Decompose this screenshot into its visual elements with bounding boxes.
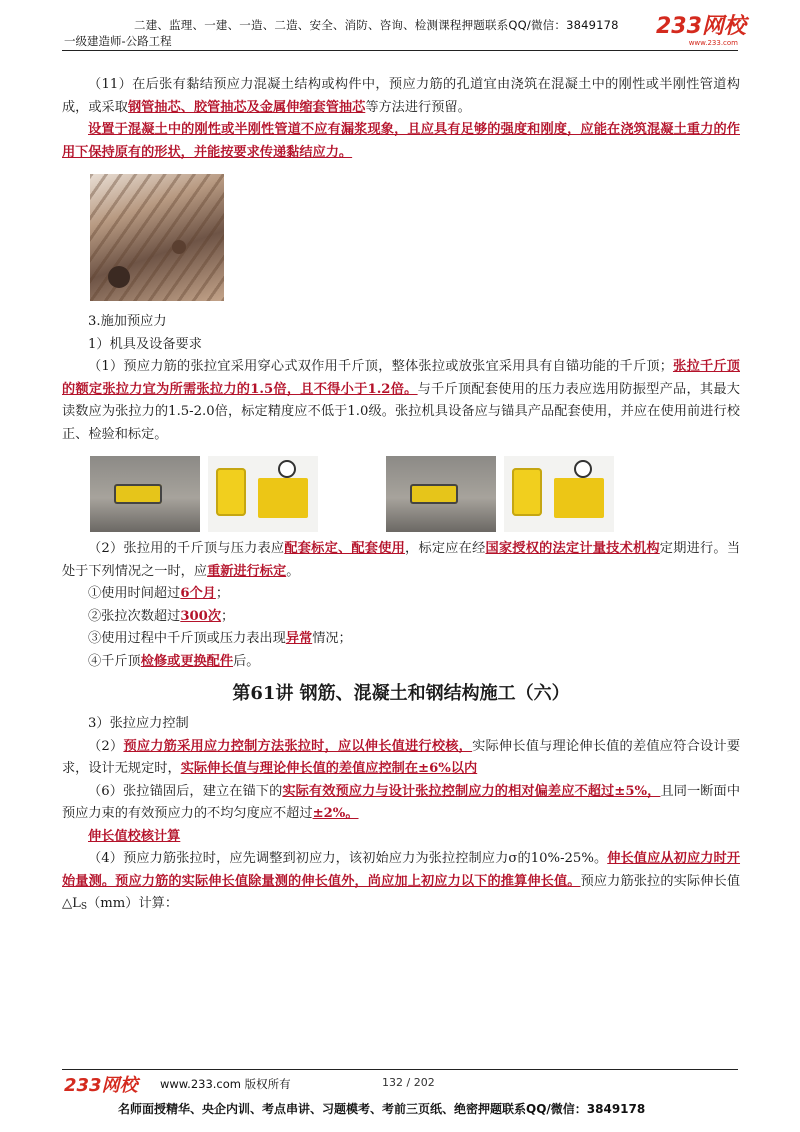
paragraph-11 [62, 74, 740, 119]
text: 且同一断面中预应力束的有效预应力的不均匀度应不超过 [62, 783, 741, 821]
highlight: 伸长值应从初应力时开始量测。预应力筋的实际伸长值除量测的伸长值外，尚应加上初应力以下的推算伸长值。 [62, 851, 741, 889]
text: （1）预应力筋的张拉宜采用穿心式双作用千斤顶，整体张拉或放张宜采用具有自锚功能的千斤顶； [88, 359, 673, 374]
text: ； [215, 586, 230, 601]
highlight: 伸长值校核计算 [88, 828, 181, 844]
gauge-icon [278, 460, 296, 478]
footer-copyright: www.233.com 版权所有 [160, 1077, 291, 1091]
text: 实际伸长值与理论伸长值的差值应符合设计要求，设计无规定时， [62, 738, 741, 776]
page-content [62, 74, 740, 919]
highlight: ±2%。 [312, 806, 359, 821]
highlight: 预应力筋采用应力控制方法张拉时，应以伸长值进行校核， [123, 738, 473, 754]
highlight: 实际有效预应力与设计张拉控制应力的相对偏差应不超过±5%， [282, 783, 661, 799]
highlight: 6个月 [180, 586, 216, 601]
check-title [62, 826, 740, 849]
list-item [62, 583, 740, 606]
text: （2）张拉用的千斤顶与压力表应 [88, 541, 285, 556]
section-tension-title: 3）张拉应力控制 [88, 716, 189, 731]
text: （mm）计算： [87, 896, 179, 911]
highlight: 实际伸长值与理论伸长值的差值应控制在±6%以内 [180, 761, 478, 776]
text: ④千斤顶 [88, 653, 141, 669]
text: （11）在后张有黏结预应力混凝土结构或构件中，预应力筋的孔道宜由浇筑在混凝土中的刚性或半刚性管道构成，或采取 [62, 77, 740, 115]
text: 。 [286, 563, 300, 579]
paragraph-elongation [62, 736, 740, 781]
highlight: 张拉千斤顶的额定张拉力宜为所需张拉力的1.5倍，且不得小于1.2倍。 [62, 359, 740, 397]
lecture-title: 第61讲 钢筋、混凝土和钢结构施工（六） [232, 683, 570, 704]
highlight: 钢管抽芯、胶管抽芯及金属伸缩套管抽芯 [127, 99, 366, 115]
section-3-title: 3.施加预应力 [88, 314, 167, 329]
highlight: 异常 [285, 631, 313, 646]
list-item [62, 606, 740, 629]
list-item [62, 651, 740, 674]
pump-photo [208, 456, 318, 532]
highlight: 国家授权的法定计量技术机构 [485, 541, 660, 556]
section-3-sub1: 1）机具及设备要求 [88, 336, 202, 352]
text: ③使用过程中千斤顶或压力表出现 [88, 631, 286, 646]
text: ； [221, 608, 235, 624]
highlight: 配套标定、配套使用 [284, 541, 406, 556]
footer-contact-line: 名师面授精华、央企内训、考点串讲、习题模考、考前三页纸、绝密押题联系QQ/微信：3849178 [118, 1102, 646, 1116]
header-subject: 一级建造师-公路工程 [64, 34, 172, 48]
footer-rule [62, 1069, 738, 1070]
highlight: 300次 [180, 608, 222, 624]
brand-logo [656, 15, 746, 49]
paragraph-calibration [62, 538, 740, 583]
text: 与千斤顶配套使用的压力表应选用防振型产品，其最大读数应为张拉力的1.5-2.0倍，标定精度应不低于1.0级。张拉机具设备应与锚具产品配套使用，并应在使用前进行校正、检验和标定。 [62, 381, 740, 442]
page-number: 132 / 202 [382, 1076, 435, 1089]
highlight: 或 [167, 653, 181, 669]
logo-text: 233网校 [656, 14, 746, 39]
footer-logo: 233网校 [64, 1075, 138, 1096]
jack-photo [90, 456, 200, 532]
text: 等方法进行预留。 [365, 99, 471, 115]
duct-photo [90, 174, 224, 301]
list-item [62, 628, 740, 651]
text: ①使用时间超过 [88, 586, 181, 601]
highlight: 检修 [140, 653, 168, 669]
highlight: 重新进行标定 [207, 563, 287, 579]
text: （4）预应力筋张拉时，应先调整到初应力，该初始应力为张拉控制应力σ的10%-25%。 [88, 851, 608, 866]
logo-url: www.233.com [688, 39, 738, 47]
paragraph-11-emphasis [62, 119, 740, 164]
text: ②张拉次数超过 [88, 608, 181, 624]
jack-photo [386, 456, 496, 532]
pump-photo [504, 456, 614, 532]
equipment-photos [90, 456, 740, 532]
header-rule [62, 50, 738, 51]
text: 情况； [312, 631, 352, 646]
text: 预应力筋张拉的实际伸长值△L [62, 873, 741, 911]
highlight: 更换配件 [180, 653, 234, 669]
paragraph-jack [62, 356, 740, 446]
header-contact-line: 二建、监理、一建、一造、二造、安全、消防、咨询、检测课程押题联系QQ/微信：3849178 [134, 18, 619, 32]
paragraph-initial-stress [62, 848, 740, 919]
subscript: S [80, 902, 88, 912]
text: ，标定应在经 [405, 541, 486, 556]
highlight: 设置于混凝土中的刚性或半刚性管道不应有漏浆现象，且应具有足够的强度和刚度，应能在浇筑混凝土重力的作用下保持原有的形状，并能按要求传递黏结应力。 [62, 122, 740, 160]
text: 后。 [233, 653, 260, 669]
gauge-icon [574, 460, 592, 478]
text: 定期进行。当处于下列情况之一时，应 [62, 541, 741, 579]
text: （6）张拉锚固后，建立在锚下的 [88, 783, 283, 799]
paragraph-anchorage [62, 781, 740, 826]
text: （2） [88, 738, 124, 754]
